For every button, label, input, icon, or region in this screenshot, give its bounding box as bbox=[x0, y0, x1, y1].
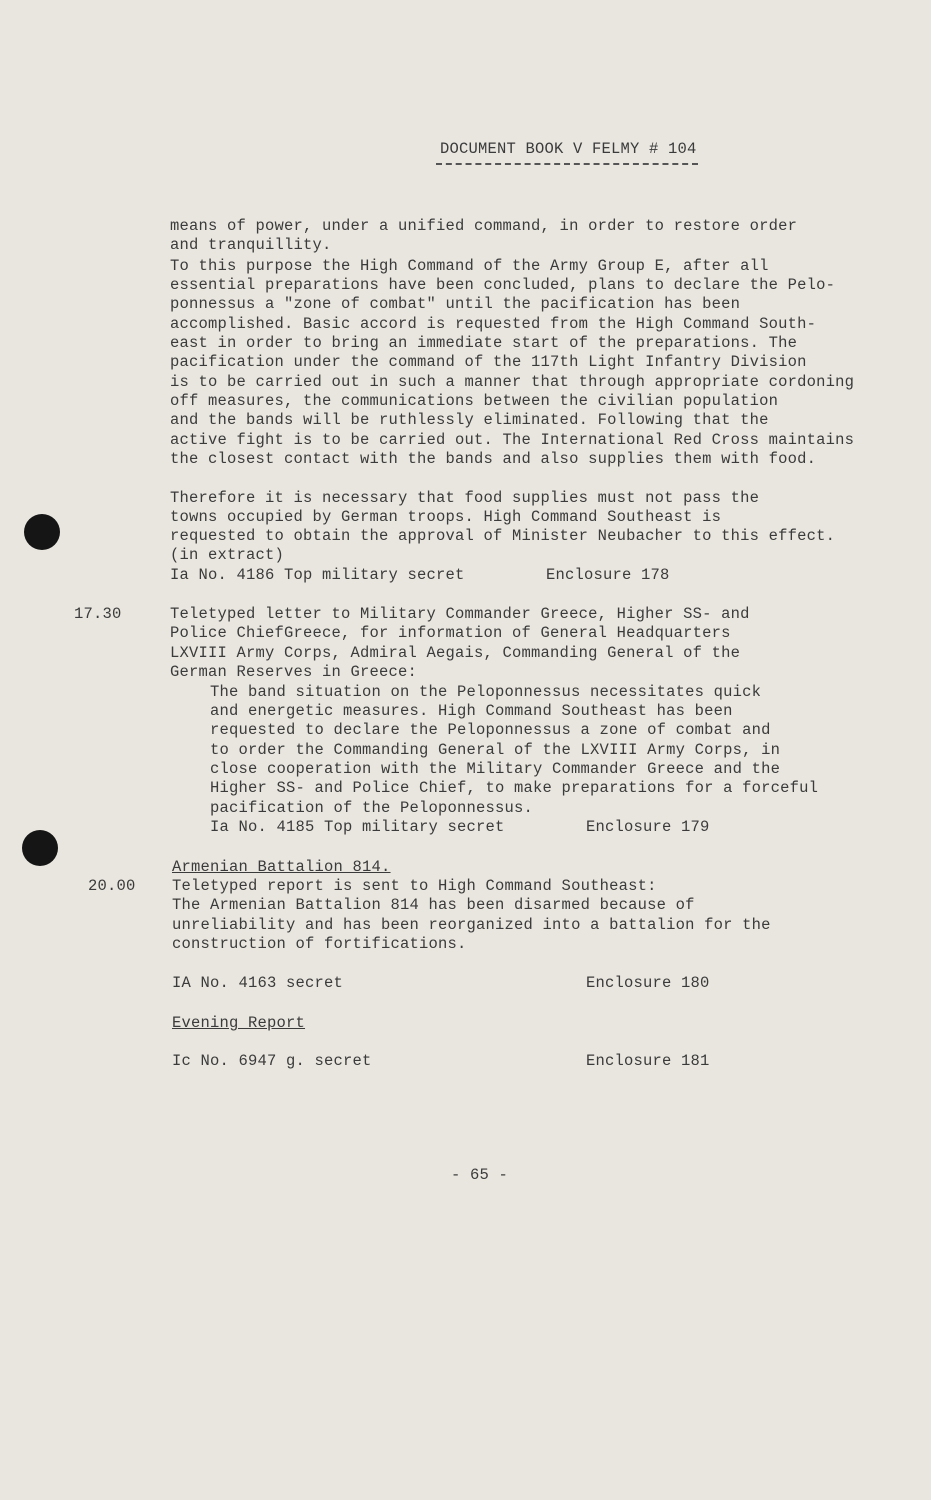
text-line: Teletyped report is sent to High Command Southeast: bbox=[172, 877, 657, 895]
text-line: and the bands will be ruthlessly eliminated. Following that the bbox=[170, 411, 769, 429]
enclosure-label: Enclosure 178 bbox=[546, 566, 670, 584]
section-heading: Armenian Battalion 814. bbox=[172, 858, 391, 876]
text-line: and energetic measures. High Command Southeast has been bbox=[210, 702, 733, 720]
text-line: accomplished. Basic accord is requested from the High Command South- bbox=[170, 315, 817, 333]
section-heading: Evening Report bbox=[172, 1014, 306, 1032]
text-line: unreliability and has been reorganized into a battalion for the bbox=[172, 916, 771, 934]
text-line: To this purpose the High Command of the Army Group E, after all bbox=[170, 257, 769, 275]
text-line: is to be carried out in such a manner that through appropriate cordoning bbox=[170, 373, 855, 391]
text-line: off measures, the communications between the civilian population bbox=[170, 392, 779, 410]
text-line: The Armenian Battalion 814 has been disarmed because of bbox=[172, 896, 695, 914]
text-line: pacification under the command of the 117th Light Infantry Division bbox=[170, 353, 807, 371]
document-header-title: DOCUMENT BOOK V FELMY # 104 bbox=[440, 140, 697, 158]
enclosure-label: Enclosure 180 bbox=[586, 974, 710, 992]
text-line: close cooperation with the Military Commander Greece and the bbox=[210, 760, 781, 778]
text-line: ponnessus a "zone of combat" until the pacification has been bbox=[170, 295, 741, 313]
reference-number: Ic No. 6947 g. secret bbox=[172, 1052, 372, 1070]
text-line: German Reserves in Greece: bbox=[170, 663, 418, 681]
enclosure-label: Enclosure 179 bbox=[586, 818, 710, 836]
entry-time: 20.00 bbox=[88, 877, 136, 895]
page-number: - 65 - bbox=[451, 1166, 509, 1184]
text-line: Police ChiefGreece, for information of General Headquarters bbox=[170, 624, 731, 642]
text-line: construction of fortifications. bbox=[172, 935, 467, 953]
text-line: to order the Commanding General of the LXVIII Army Corps, in bbox=[210, 741, 781, 759]
text-line: requested to obtain the approval of Minister Neubacher to this effect. bbox=[170, 527, 836, 545]
text-line: active fight is to be carried out. The International Red Cross maintains bbox=[170, 431, 855, 449]
text-line: Higher SS- and Police Chief, to make preparations for a forceful bbox=[210, 779, 819, 797]
text-line: east in order to bring an immediate start of the preparations. The bbox=[170, 334, 798, 352]
enclosure-label: Enclosure 181 bbox=[586, 1052, 710, 1070]
punch-hole-bottom bbox=[22, 830, 58, 866]
text-line: (in extract) bbox=[170, 546, 285, 564]
text-line: requested to declare the Peloponnessus a zone of combat and bbox=[210, 721, 771, 739]
text-line: LXVIII Army Corps, Admiral Aegais, Commanding General of the bbox=[170, 644, 741, 662]
entry-time: 17.30 bbox=[74, 605, 122, 623]
reference-number: IA No. 4163 secret bbox=[172, 974, 344, 992]
reference-number: Ia No. 4185 Top military secret bbox=[210, 818, 505, 836]
text-line: and tranquillity. bbox=[170, 236, 332, 254]
reference-number: Ia No. 4186 Top military secret bbox=[170, 566, 465, 584]
text-line: pacification of the Peloponnessus. bbox=[210, 799, 534, 817]
punch-hole-top bbox=[24, 514, 60, 550]
text-line: Therefore it is necessary that food supplies must not pass the bbox=[170, 489, 760, 507]
text-line: Teletyped letter to Military Commander Greece, Higher SS- and bbox=[170, 605, 750, 623]
text-line: essential preparations have been concluded, plans to declare the Pelo- bbox=[170, 276, 836, 294]
text-line: The band situation on the Peloponnessus necessitates quick bbox=[210, 683, 762, 701]
text-line: towns occupied by German troops. High Command Southeast is bbox=[170, 508, 722, 526]
text-line: the closest contact with the bands and also supplies them with food. bbox=[170, 450, 817, 468]
header-dashed-rule bbox=[436, 163, 698, 165]
text-line: means of power, under a unified command, in order to restore order bbox=[170, 217, 798, 235]
